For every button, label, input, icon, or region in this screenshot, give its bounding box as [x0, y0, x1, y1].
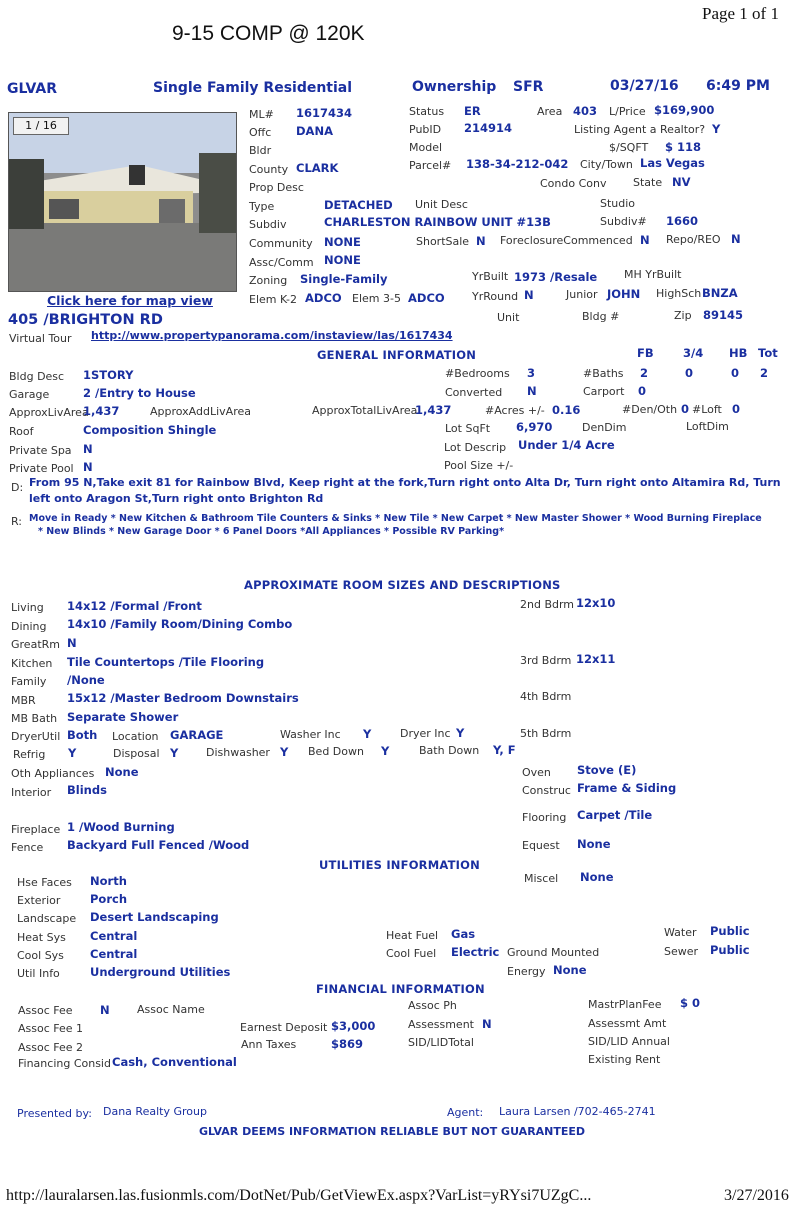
offc-label: Offc: [249, 126, 272, 139]
dryer-label: DryerUtil: [11, 730, 61, 743]
bedrooms-label: #Bedrooms: [445, 367, 510, 380]
energy-value: None: [553, 963, 587, 977]
area-label: Area: [537, 105, 563, 118]
repo-value: N: [731, 232, 741, 246]
realtor-label: Listing Agent a Realtor?: [574, 123, 706, 136]
sewer-value: Public: [710, 943, 750, 957]
interior-label: Interior: [11, 786, 52, 799]
disclaimer: GLVAR DEEMS INFORMATION RELIABLE BUT NOT GUARANTEED: [199, 1125, 586, 1138]
property-photo[interactable]: [8, 112, 237, 292]
assessment-label: Assessment: [408, 1018, 474, 1031]
oven-value: Stove (E): [577, 763, 637, 777]
handwritten-note: 9-15 COMP @ 120K: [172, 22, 365, 45]
anntax-label: Ann Taxes: [241, 1038, 297, 1051]
assocfee2-label: Assoc Fee 2: [18, 1041, 84, 1054]
col-34: 3/4: [683, 346, 704, 360]
bdrm2-label: 2nd Bdrm: [520, 598, 575, 611]
zoning-value: Single-Family: [300, 272, 388, 286]
appx-liv-value: 1,437: [83, 404, 120, 418]
dining-value: 14x10 /Family Room/Dining Combo: [67, 617, 293, 631]
disposal-label: Disposal: [113, 747, 160, 760]
water-label: Water: [664, 926, 697, 939]
highsch-value: BNZA: [702, 286, 738, 300]
garage-label: Garage: [9, 388, 50, 401]
heatfuel-label: Heat Fuel: [386, 929, 439, 942]
yrbuilt-label: YrBuilt: [472, 270, 509, 283]
beddown-label: Bed Down: [308, 745, 364, 758]
financing-label: Financing Consid: [18, 1057, 111, 1070]
presented-value: Dana Realty Group: [103, 1105, 207, 1118]
othapp-label: Oth Appliances: [11, 767, 95, 780]
zip-value: 89145: [703, 308, 744, 322]
landscape-value: Desert Landscaping: [90, 910, 219, 924]
pubid-label: PubID: [409, 123, 442, 136]
miscel-label: Miscel: [524, 872, 559, 885]
foreclosure-label: ForeclosureCommenced: [500, 234, 633, 247]
living-value: 14x12 /Formal /Front: [67, 599, 202, 613]
parcel-label: Parcel#: [409, 159, 452, 172]
offc-value: DANA: [296, 124, 333, 138]
mbr-value: 15x12 /Master Bedroom Downstairs: [67, 691, 299, 705]
mh-yrbuilt-label: MH YrBuilt: [624, 268, 682, 281]
prop-desc-label: Prop Desc: [249, 181, 304, 194]
listing-date: 03/27/16: [610, 78, 679, 94]
print-date: 3/27/2016: [724, 1187, 789, 1204]
ownership-label: Ownership: [412, 79, 497, 95]
agent-value: Laura Larsen /702-465-2741: [499, 1105, 656, 1118]
presented-label: Presented by:: [17, 1107, 92, 1120]
tot-value: 2: [760, 366, 769, 380]
bdrm5-label: 5th Bdrm: [520, 727, 572, 740]
coolfuel-value: Electric: [451, 945, 500, 959]
state-label: State: [633, 176, 663, 189]
disposal-value: Y: [170, 746, 179, 760]
mbr-label: MBR: [11, 694, 36, 707]
coolsys-label: Cool Sys: [17, 949, 64, 962]
fence-label: Fence: [11, 841, 44, 854]
page-number: Page 1 of 1: [702, 4, 779, 23]
parcel-value: 138-34-212-042: [466, 157, 569, 171]
anntax-value: $869: [331, 1037, 364, 1051]
roof-value: Composition Shingle: [83, 423, 217, 437]
col-tot: Tot: [758, 346, 778, 360]
sidannual-label: SID/LID Annual: [588, 1035, 670, 1048]
county-label: County: [249, 163, 289, 176]
house-photo-image: [9, 113, 236, 291]
highsch-label: HighSch: [656, 287, 702, 300]
hb-value: 0: [731, 366, 740, 380]
greatrm-value: N: [67, 636, 77, 650]
den-value: 0: [681, 402, 690, 416]
utilinfo-label: Util Info: [17, 967, 60, 980]
zip-label: Zip: [674, 309, 692, 322]
carport-value: 0: [638, 384, 647, 398]
bathdown-label: Bath Down: [419, 744, 480, 757]
sqft-value: $ 118: [665, 140, 702, 154]
repo-label: Repo/REO: [666, 233, 721, 246]
board-name: GLVAR: [7, 81, 57, 97]
yrround-value: N: [524, 288, 534, 302]
ml-value: 1617434: [296, 106, 353, 120]
assessamt-label: Assessmt Amt: [588, 1017, 667, 1030]
sqft-label: $/SQFT: [609, 141, 649, 154]
lotdesc-label: Lot Descrip: [444, 441, 507, 454]
dining-label: Dining: [11, 620, 47, 633]
carport-label: Carport: [583, 385, 625, 398]
mbbath-value: Separate Shower: [67, 710, 179, 724]
foreclosure-value: N: [640, 233, 650, 247]
ownership-value: SFR: [513, 79, 544, 95]
appx-total-label: ApproxTotalLivArea: [312, 404, 418, 417]
appx-total-value: 1,437: [415, 403, 452, 417]
lotsqft-value: 6,970: [516, 420, 553, 434]
exterior-value: Porch: [90, 892, 128, 906]
directions-line-1: From 95 N,Take exit 81 for Rainbow Blvd, Keep right at the fork,Turn right onto Alta Dr, Turn right onto Altamira Rd, Turn: [29, 476, 781, 489]
appx-liv-label: ApproxLivArea: [9, 406, 89, 419]
mbbath-label: MB Bath: [11, 712, 58, 725]
lotdesc-value: Under 1/4 Acre: [518, 438, 615, 452]
living-label: Living: [11, 601, 44, 614]
b34-value: 0: [685, 366, 694, 380]
financing-value: Cash, Conventional: [112, 1055, 237, 1069]
yrround-label: YrRound: [472, 290, 519, 303]
elemk2-value: ADCO: [305, 291, 342, 305]
condo-label: Condo Conv: [540, 177, 607, 190]
junior-value: JOHN: [607, 287, 641, 301]
hse-value: North: [90, 874, 127, 888]
bedrooms-value: 3: [527, 366, 536, 380]
converted-label: Converted: [445, 386, 503, 399]
financial-title: FINANCIAL INFORMATION: [316, 982, 485, 996]
sewer-label: Sewer: [664, 945, 699, 958]
assocfee1-label: Assoc Fee 1: [18, 1022, 84, 1035]
community-label: Community: [249, 237, 313, 250]
rent-label: Existing Rent: [588, 1053, 661, 1066]
state-value: NV: [672, 175, 691, 189]
assocfee-label: Assoc Fee: [18, 1004, 73, 1017]
subdiv-label: Subdiv: [249, 218, 287, 231]
utilities-title: UTILITIES INFORMATION: [319, 858, 480, 872]
city-label: City/Town: [580, 158, 633, 171]
assc-value: NONE: [324, 253, 361, 267]
community-value: NONE: [324, 235, 361, 249]
mastr-label: MastrPlanFee: [588, 998, 662, 1011]
model-label: Model: [409, 141, 443, 154]
fb-value: 2: [640, 366, 649, 380]
hse-label: Hse Faces: [17, 876, 72, 889]
kitchen-value: Tile Countertops /Tile Flooring: [67, 655, 265, 669]
construc-value: Frame & Siding: [577, 781, 677, 795]
utilinfo-value: Underground Utilities: [90, 965, 231, 979]
family-label: Family: [11, 675, 47, 688]
assocname-label: Assoc Name: [137, 1003, 205, 1016]
unit-desc-label: Unit Desc: [415, 198, 468, 211]
loftdim-label: LoftDim: [686, 420, 729, 433]
status-value: ER: [464, 104, 481, 118]
fireplace-label: Fireplace: [11, 823, 61, 836]
roof-label: Roof: [9, 425, 34, 438]
heatsys-value: Central: [90, 929, 138, 943]
assocfee-value: N: [100, 1003, 110, 1017]
virtual-tour-label: Virtual Tour: [9, 332, 72, 345]
subdivnum-label: Subdiv#: [600, 215, 647, 228]
coolfuel-label: Cool Fuel: [386, 947, 437, 960]
listing-time: 6:49 PM: [706, 78, 770, 94]
loft-value: 0: [732, 402, 741, 416]
yrbuilt-value: 1973 /Resale: [514, 270, 598, 284]
coolsys-value: Central: [90, 947, 138, 961]
realtor-value: Y: [712, 122, 721, 136]
map-view-link[interactable]: Click here for map view: [47, 293, 213, 308]
dendim-label: DenDim: [582, 421, 627, 434]
miscel-value: None: [580, 870, 614, 884]
col-hb: HB: [729, 346, 748, 360]
earnest-label: Earnest Deposit: [240, 1021, 328, 1034]
lprice-value: $169,900: [654, 103, 715, 117]
dryerinc-value: Y: [456, 726, 465, 740]
refrig-label: Refrig: [13, 748, 46, 761]
shortsale-label: ShortSale: [416, 235, 470, 248]
appx-add-label: ApproxAddLivArea: [150, 405, 251, 418]
directions-line-2: left onto Aragon St,Turn right onto Brighton Rd: [29, 492, 324, 505]
oven-label: Oven: [522, 766, 551, 779]
mastr-value: $ 0: [680, 996, 701, 1010]
family-value: /None: [67, 673, 105, 687]
pool-value: N: [83, 460, 93, 474]
area-value: 403: [573, 104, 598, 118]
subdivnum-value: 1660: [666, 214, 699, 228]
lprice-label: L/Price: [609, 105, 646, 118]
bldg-desc-value: 1STORY: [83, 368, 134, 382]
location-label: Location: [112, 730, 159, 743]
dishwasher-label: Dishwasher: [206, 746, 270, 759]
greatrm-label: GreatRm: [11, 638, 60, 651]
remarks-line-2: * New Blinds * New Garage Door * 6 Panel Doors *All Appliances * Possible RV Parking*: [38, 526, 505, 537]
location-value: GARAGE: [170, 728, 224, 742]
lotsqft-label: Lot SqFt: [445, 422, 491, 435]
junior-label: Junior: [566, 288, 598, 301]
dryer-value: Both: [67, 728, 98, 742]
earnest-value: $3,000: [331, 1019, 376, 1033]
property-address: 405 /BRIGHTON RD: [8, 312, 163, 328]
pubid-value: 214914: [464, 121, 513, 135]
remarks-label: R:: [11, 515, 23, 528]
agent-label: Agent:: [447, 1106, 484, 1119]
interior-value: Blinds: [67, 783, 107, 797]
den-label: #Den/Oth: [622, 403, 678, 416]
unit-label: Unit: [497, 311, 520, 324]
flooring-value: Carpet /Tile: [577, 808, 653, 822]
remarks-line-1: Move in Ready * New Kitchen & Bathroom Tile Counters & Sinks * New Tile * New Carpet * New Master Shower * Wood Burning Fireplace: [29, 513, 762, 524]
dryerinc-label: Dryer Inc: [400, 727, 451, 740]
landscape-label: Landscape: [17, 912, 77, 925]
page-url: http://lauralarsen.las.fusionmls.com/DotNet/Pub/GetViewEx.aspx?VarList=yRYsi7UZgC...: [6, 1187, 592, 1204]
washer-label: Washer Inc: [280, 728, 341, 741]
heatsys-label: Heat Sys: [17, 931, 66, 944]
assocph-label: Assoc Ph: [408, 999, 457, 1012]
exterior-label: Exterior: [17, 894, 61, 907]
general-info-title: GENERAL INFORMATION: [317, 348, 477, 362]
elem35-value: ADCO: [408, 291, 445, 305]
loft-label: #Loft: [692, 403, 722, 416]
subdiv-value: CHARLESTON RAINBOW UNIT #13B: [324, 215, 551, 229]
heatfuel-value: Gas: [451, 927, 476, 941]
shortsale-value: N: [476, 234, 486, 248]
equest-label: Equest: [522, 839, 560, 852]
fireplace-value: 1 /Wood Burning: [67, 820, 175, 834]
bldg-label: Bldg #: [582, 310, 620, 323]
bdrm3-label: 3rd Bdrm: [520, 654, 572, 667]
beddown-value: Y: [381, 744, 390, 758]
spa-label: Private Spa: [9, 444, 72, 457]
dishwasher-value: Y: [280, 745, 289, 759]
water-value: Public: [710, 924, 750, 938]
type-value: DETACHED: [324, 198, 393, 212]
kitchen-label: Kitchen: [11, 657, 53, 670]
rooms-title: APPROXIMATE ROOM SIZES AND DESCRIPTIONS: [244, 578, 561, 592]
virtual-tour-link[interactable]: http://www.propertypanorama.com/instaview/las/1617434: [91, 329, 453, 342]
studio-label: Studio: [600, 197, 636, 210]
construc-label: Construc: [522, 784, 571, 797]
converted-value: N: [527, 384, 537, 398]
elem35-label: Elem 3-5: [352, 292, 401, 305]
bldr-label: Bldr: [249, 144, 272, 157]
county-value: CLARK: [296, 161, 339, 175]
col-fb: FB: [637, 346, 654, 360]
city-value: Las Vegas: [640, 156, 705, 170]
bathdown-value: Y, F: [493, 743, 516, 757]
type-label: Type: [249, 200, 275, 213]
directions-label: D:: [11, 481, 24, 494]
listing-type: Single Family Residential: [153, 80, 353, 96]
ground-mounted: Ground Mounted: [507, 946, 600, 959]
bdrm4-label: 4th Bdrm: [520, 690, 572, 703]
fence-value: Backyard Full Fenced /Wood: [67, 838, 250, 852]
baths-label: #Baths: [583, 367, 624, 380]
refrig-value: Y: [68, 746, 77, 760]
othapp-value: None: [105, 765, 139, 779]
energy-label: Energy: [507, 965, 546, 978]
equest-value: None: [577, 837, 611, 851]
pool-label: Private Pool: [9, 462, 74, 475]
elemk2-label: Elem K-2: [249, 293, 298, 306]
flooring-label: Flooring: [522, 811, 567, 824]
bldg-desc-label: Bldg Desc: [9, 370, 65, 383]
acres-value: 0.16: [552, 403, 581, 417]
assc-label: Assc/Comm: [249, 256, 314, 269]
garage-value: 2 /Entry to House: [83, 386, 196, 400]
status-label: Status: [409, 105, 445, 118]
sidlid-label: SID/LIDTotal: [408, 1036, 474, 1049]
washer-value: Y: [363, 727, 372, 741]
assessment-value: N: [482, 1017, 492, 1031]
zoning-label: Zoning: [249, 274, 288, 287]
acres-label: #Acres +/-: [485, 404, 545, 417]
poolsize-label: Pool Size +/-: [444, 459, 514, 472]
bdrm3-value: 12x11: [576, 652, 616, 666]
bdrm2-value: 12x10: [576, 596, 616, 610]
spa-value: N: [83, 442, 93, 456]
ml-label: ML#: [249, 108, 274, 121]
photo-counter[interactable]: 1 / 16: [13, 117, 69, 135]
